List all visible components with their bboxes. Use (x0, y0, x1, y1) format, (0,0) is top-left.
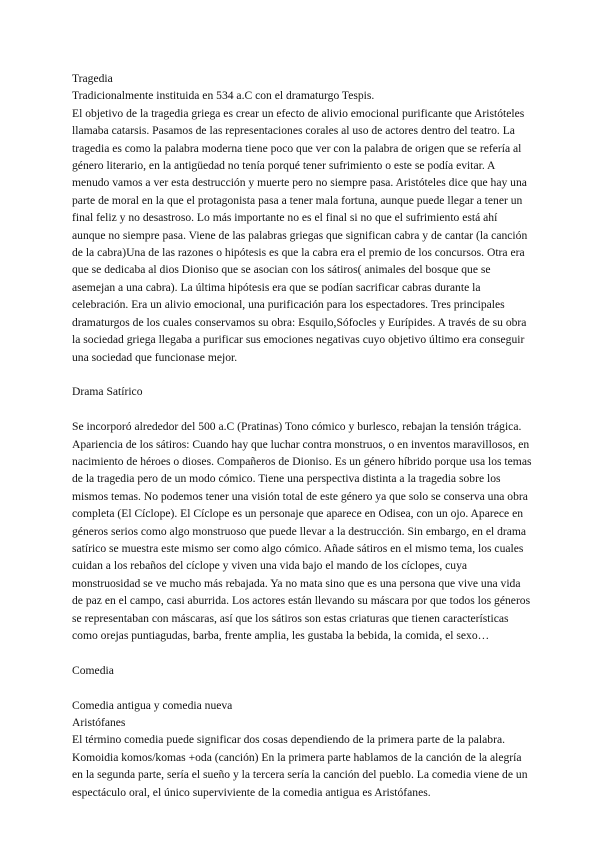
section-title-comedia: Comedia (72, 663, 114, 677)
document-page (72, 70, 532, 801)
section-title-drama-satirico: Drama Satírico (72, 385, 143, 399)
drama-satirico-body: Se incorporó alrededor del 500 a.C (Pratinas) Tono cómico y burlesco, rebajan la tensión trágica. Apariencia de los sátiros: Cuando hay que luchar contra monstruos, o en inventos maravillosos, en nacimiento de héroes o dioses. Compañeros de Dioniso. Es un género híbrido porque usa los temas de la tragedia pero de un modo cómico. Tiene una perspectiva distinta a la tragedia sobre los mismos temas. No podemos tener una visión total de este género ya que solo se conserva una obra completa (El Cíclope). El Cíclope es un personaje que aparece en Odisea, con un ojo. Aparece en géneros serios como algo monstruoso que puede llevar a la destrucción. Sin embargo, en el drama satírico se muestra este mismo ser como algo cómico. Añade sátiros en el mismo tema, los cuales cuidan a los rebaños del cíclope y viven una vida bajo el mando de los cíclopes, cuya monstruosidad se ve mucho más rebajada. Ya no mata sino que es una persona que vive una vida de paz en el campo, casi aburrida. Los actores están llevando su máscara por que todos los géneros se representaban con máscaras, así que los sátiros son estas criaturas que tienen características como orejas puntiagudas, barba, frente amplia, les gustaba la bebida, la comida, el sexo… (72, 420, 532, 642)
spacer (72, 366, 532, 383)
comedia-body: El término comedia puede significar dos cosas dependiendo de la primera parte de la palabra. Komoidia komos/komas +oda (canción) En la primera parte hablamos de la canción de la alegría en la segunda parte, sería el sueño y la tercera sería la canción del pueblo. La comedia viene de un espectáculo oral, el único superviviente de la comedia antigua es Aristófanes. (72, 733, 528, 799)
tragedia-intro: Tradicionalmente instituida en 534 a.C con el dramaturgo Tespis. (72, 89, 375, 103)
spacer (72, 679, 532, 696)
tragedia-body: El objetivo de la tragedia griega es crear un efecto de alivio emocional purificante que Aristóteles llamaba catarsis. Pasamos de las representaciones corales al uso de actores dentro del teatro. La tragedia es como la palabra moderna tiene poco que ver con la palabra de origen que se refería al género literario, en la antigüedad no tenía porqué tener sufrimiento o este se podía evitar. A menudo vamos a ver esta destrucción y muerte pero no siempre pasa. Aristóteles dice que hay una parte de moral en la que el protagonista pasa a tener mala fortuna, aunque puede llegar a tener un final feliz y no desastroso. Lo más importante no es el final si no que el sufrimiento está ahí aunque no siempre pasa. Viene de las palabras griegas que significan cabra y de cantar (la canción de la cabra)Una de las razones o hipótesis es que la cabra era el premio de los concursos. Otra era que se dedicaba al dios Dioniso que se asocian con los sátiros( animales del bosque que se asemejan a una cabra). La última hipótesis era que se podían sacrificar cabras durante la celebración. Era un alivio emocional, una purificación para los espectadores. Tres principales dramaturgos de los cuales conservamos su obra: Esquilo,Sófocles y Eurípides. A través de su obra la sociedad griega llegaba a purificar sus emociones negativas cuyo objetivo último era conseguir una sociedad que funcionase mejor. (72, 106, 528, 364)
spacer (72, 401, 532, 418)
comedia-subtitle: Comedia antigua y comedia nueva (72, 698, 233, 712)
section-title-tragedia: Tragedia (72, 72, 113, 85)
comedia-author: Aristófanes (72, 715, 126, 729)
spacer (72, 644, 532, 661)
